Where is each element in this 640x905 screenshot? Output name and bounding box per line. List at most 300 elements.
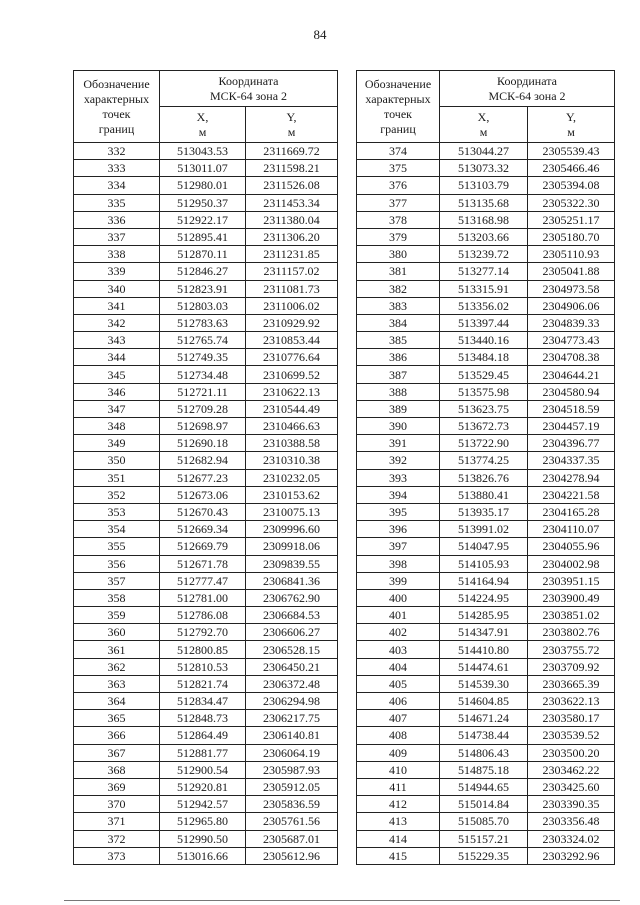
point-number-cell: 364 [74,693,160,710]
table-row [74,486,338,503]
x-coordinate-cell: 513315.91 [440,280,528,297]
y-coordinate-cell: 2310075.13 [246,503,338,520]
y-coordinate-cell: 2306528.15 [246,641,338,658]
table-row [74,435,338,452]
point-number-cell: 338 [74,246,160,263]
x-coordinate-cell: 512900.54 [160,761,246,778]
point-number-cell: 362 [74,658,160,675]
header-line: точек [102,106,131,121]
point-number-cell: 384 [357,314,440,331]
point-number-cell: 378 [357,211,440,228]
point-number-cell: 406 [357,693,440,710]
table-row [74,246,338,263]
x-coordinate-cell: 513991.02 [440,521,528,538]
y-coordinate-cell: 2306064.19 [246,744,338,761]
point-number-cell: 397 [357,538,440,555]
point-number-cell: 342 [74,314,160,331]
point-number-cell: 354 [74,521,160,538]
point-number-cell: 361 [74,641,160,658]
x-coordinate-cell: 515014.84 [440,796,528,813]
y-label: Y, [286,109,297,124]
point-number-cell: 346 [74,383,160,400]
x-coordinate-cell: 513623.75 [440,400,528,417]
point-number-cell: 409 [357,744,440,761]
x-coordinate-cell: 512922.17 [160,211,246,228]
x-coordinate-cell: 513529.45 [440,366,528,383]
point-designation-header [357,71,440,143]
x-coordinate-cell: 512942.57 [160,796,246,813]
y-coordinate-cell: 2309918.06 [246,538,338,555]
x-coordinate-cell: 513016.66 [160,847,246,864]
x-coordinate-cell: 513672.73 [440,418,528,435]
x-coordinate-cell: 513103.79 [440,177,528,194]
point-number-cell: 334 [74,177,160,194]
point-number-cell: 367 [74,744,160,761]
table-row [357,383,615,400]
x-coordinate-cell: 513774.25 [440,452,528,469]
point-number-cell: 343 [74,332,160,349]
table-row [357,744,615,761]
y-coordinate-cell: 2305539.43 [528,143,615,160]
table-row [74,143,338,160]
point-number-cell: 380 [357,246,440,263]
table-row [357,538,615,555]
point-number-cell: 369 [74,778,160,795]
point-number-cell: 347 [74,400,160,417]
table-row [74,555,338,572]
x-coordinate-cell: 512821.74 [160,675,246,692]
table-row [357,297,615,314]
x-coordinate-cell: 514604.85 [440,693,528,710]
y-coordinate-cell: 2310153.62 [246,486,338,503]
point-number-cell: 349 [74,435,160,452]
y-coordinate-cell: 2303580.17 [528,710,615,727]
y-coordinate-cell: 2306140.81 [246,727,338,744]
table-row [74,778,338,795]
y-coordinate-cell: 2304644.21 [528,366,615,383]
x-coordinate-cell: 514806.43 [440,744,528,761]
point-number-cell: 332 [74,143,160,160]
x-coordinate-cell: 512834.47 [160,693,246,710]
x-coordinate-cell: 513440.16 [440,332,528,349]
x-coordinate-cell: 514285.95 [440,607,528,624]
table-row [74,675,338,692]
point-number-cell: 353 [74,503,160,520]
point-number-cell: 407 [357,710,440,727]
y-coordinate-cell: 2305466.46 [528,160,615,177]
point-number-cell: 392 [357,452,440,469]
point-number-cell: 415 [357,847,440,864]
point-number-cell: 410 [357,761,440,778]
x-coordinate-cell: 512734.48 [160,366,246,383]
x-coordinate-cell: 512950.37 [160,194,246,211]
y-coordinate-cell: 2304457.19 [528,418,615,435]
table-row [357,761,615,778]
y-coordinate-cell: 2304906.06 [528,297,615,314]
y-coordinate-cell: 2304110.07 [528,521,615,538]
point-number-cell: 366 [74,727,160,744]
x-coordinate-cell: 514164.94 [440,572,528,589]
y-coordinate-cell: 2303802.76 [528,624,615,641]
x-coordinate-cell: 513880.41 [440,486,528,503]
x-coordinate-cell: 513935.17 [440,503,528,520]
y-coordinate-cell: 2304002.98 [528,555,615,572]
x-coordinate-cell: 512803.03 [160,297,246,314]
table-row [357,228,615,245]
point-number-cell: 348 [74,418,160,435]
x-coordinate-cell: 513239.72 [440,246,528,263]
y-coordinate-cell: 2305251.17 [528,211,615,228]
table-row [74,160,338,177]
page-number: 84 [313,27,327,42]
x-coordinate-cell: 514347.91 [440,624,528,641]
table-row [74,383,338,400]
x-coordinate-cell: 512721.11 [160,383,246,400]
table-row [357,435,615,452]
y-coordinate-cell: 2303324.02 [528,830,615,847]
y-coordinate-cell: 2303462.22 [528,761,615,778]
table-row [74,452,338,469]
y-coordinate-cell: 2303900.49 [528,589,615,606]
point-number-cell: 400 [357,589,440,606]
point-number-cell: 373 [74,847,160,864]
y-coordinate-cell: 2305687.01 [246,830,338,847]
y-coordinate-cell: 2303500.20 [528,744,615,761]
x-coordinate-cell: 512783.63 [160,314,246,331]
x-coordinate-cell: 513011.07 [160,160,246,177]
x-coordinate-cell: 514224.95 [440,589,528,606]
point-number-cell: 371 [74,813,160,830]
y-coordinate-cell: 2309996.60 [246,521,338,538]
y-coordinate-cell: 2310310.38 [246,452,338,469]
table-row [74,349,338,366]
header-line: МСК-64 зона 2 [209,88,288,103]
point-number-cell: 408 [357,727,440,744]
point-number-cell: 403 [357,641,440,658]
point-number-cell: 399 [357,572,440,589]
x-coordinate-cell: 512980.01 [160,177,246,194]
y-coordinate-cell: 2303539.52 [528,727,615,744]
point-number-cell: 352 [74,486,160,503]
table-row [357,349,615,366]
y-coordinate-cell: 2303665.39 [528,675,615,692]
point-number-cell: 398 [357,555,440,572]
y-coordinate-cell: 2304221.58 [528,486,615,503]
header-line: МСК-64 зона 2 [488,88,566,103]
point-number-cell: 368 [74,761,160,778]
x-coordinate-cell: 512781.00 [160,589,246,606]
header-line: Координата [497,73,557,88]
table-row [74,693,338,710]
x-coordinate-cell: 514875.18 [440,761,528,778]
point-number-cell: 372 [74,830,160,847]
table-row [357,263,615,280]
table-row [357,469,615,486]
point-number-cell: 393 [357,469,440,486]
point-number-cell: 395 [357,503,440,520]
point-number-cell: 379 [357,228,440,245]
table-row [74,727,338,744]
point-number-cell: 359 [74,607,160,624]
x-coordinate-cell: 514944.65 [440,778,528,795]
table-row [357,693,615,710]
x-coordinate-cell: 512690.18 [160,435,246,452]
x-coordinate-cell: 514047.95 [440,538,528,555]
x-coordinate-cell: 512698.97 [160,418,246,435]
table-row [74,624,338,641]
table-row [357,727,615,744]
y-coordinate-cell: 2311526.08 [246,177,338,194]
table-row [357,847,615,864]
coordinates-table-right [356,70,615,865]
y-coordinate-cell: 2303755.72 [528,641,615,658]
x-coordinate-cell: 513073.32 [440,160,528,177]
y-coordinate-cell: 2305987.93 [246,761,338,778]
x-coordinate-cell: 515229.35 [440,847,528,864]
x-label: X, [196,109,209,124]
x-coordinate-cell: 514671.24 [440,710,528,727]
y-coordinate-cell: 2303390.35 [528,796,615,813]
x-coordinate-cell: 512671.78 [160,555,246,572]
y-coordinate-cell: 2311598.21 [246,160,338,177]
y-coordinate-cell: 2310232.05 [246,469,338,486]
point-number-cell: 388 [357,383,440,400]
table-row [74,280,338,297]
x-coordinate-cell: 513484.18 [440,349,528,366]
point-number-cell: 405 [357,675,440,692]
y-coordinate-cell: 2305180.70 [528,228,615,245]
y-coordinate-cell: 2311669.72 [246,143,338,160]
x-coordinate-cell: 512848.73 [160,710,246,727]
table-row [74,607,338,624]
table-row [357,521,615,538]
x-coordinate-cell: 515157.21 [440,830,528,847]
y-coordinate-cell: 2304396.77 [528,435,615,452]
table-row [357,675,615,692]
x-column-header [160,107,246,143]
x-coordinate-cell: 513044.27 [440,143,528,160]
y-coordinate-cell: 2304337.35 [528,452,615,469]
y-coordinate-cell: 2310622.13 [246,383,338,400]
coordinate-header [160,71,338,107]
table-row [357,211,615,228]
y-coordinate-cell: 2303951.15 [528,572,615,589]
point-number-cell: 404 [357,658,440,675]
x-coordinate-cell: 513356.02 [440,297,528,314]
point-number-cell: 389 [357,400,440,417]
y-coordinate-cell: 2304708.38 [528,349,615,366]
x-coordinate-cell: 512965.80 [160,813,246,830]
point-number-cell: 363 [74,675,160,692]
y-coordinate-cell: 2305394.08 [528,177,615,194]
point-number-cell: 370 [74,796,160,813]
table-row [357,572,615,589]
y-coordinate-cell: 2304165.28 [528,503,615,520]
y-coordinate-cell: 2309839.55 [246,555,338,572]
unit-label: м [287,124,296,139]
y-coordinate-cell: 2303292.96 [528,847,615,864]
point-number-cell: 375 [357,160,440,177]
x-column-header [440,107,528,143]
y-coordinate-cell: 2305836.59 [246,796,338,813]
point-number-cell: 396 [357,521,440,538]
table-row [74,847,338,864]
point-number-cell: 387 [357,366,440,383]
table-row [357,589,615,606]
y-coordinate-cell: 2305761.56 [246,813,338,830]
table-row [357,143,615,160]
y-coordinate-cell: 2311081.73 [246,280,338,297]
header-line: Обозначение [83,76,150,91]
y-coordinate-cell: 2306841.36 [246,572,338,589]
point-number-cell: 357 [74,572,160,589]
y-coordinate-cell: 2306450.21 [246,658,338,675]
y-coordinate-cell: 2303622.13 [528,693,615,710]
y-coordinate-cell: 2310776.64 [246,349,338,366]
y-coordinate-cell: 2311380.04 [246,211,338,228]
unit-label: м [567,124,575,139]
table-row [74,796,338,813]
table-row [357,658,615,675]
header-line: точек [384,106,412,121]
y-coordinate-cell: 2304580.94 [528,383,615,400]
table-row [357,194,615,211]
table-row [357,160,615,177]
table-row [357,503,615,520]
point-number-cell: 374 [357,143,440,160]
point-number-cell: 335 [74,194,160,211]
table-row [357,607,615,624]
x-coordinate-cell: 512673.06 [160,486,246,503]
point-number-cell: 358 [74,589,160,606]
x-coordinate-cell: 513277.14 [440,263,528,280]
y-coordinate-cell: 2311306.20 [246,228,338,245]
y-coordinate-cell: 2310929.92 [246,314,338,331]
y-coordinate-cell: 2303709.92 [528,658,615,675]
table-row [74,572,338,589]
x-coordinate-cell: 514474.61 [440,658,528,675]
x-coordinate-cell: 512920.81 [160,778,246,795]
point-number-cell: 340 [74,280,160,297]
point-number-cell: 390 [357,418,440,435]
point-number-cell: 414 [357,830,440,847]
x-coordinate-cell: 513722.90 [440,435,528,452]
y-coordinate-cell: 2305110.93 [528,246,615,263]
table-row [357,710,615,727]
x-coordinate-cell: 512990.50 [160,830,246,847]
y-coordinate-cell: 2311006.02 [246,297,338,314]
y-coordinate-cell: 2304055.96 [528,538,615,555]
y-coordinate-cell: 2304773.43 [528,332,615,349]
x-coordinate-cell: 512846.27 [160,263,246,280]
table-row [74,314,338,331]
x-coordinate-cell: 513826.76 [440,469,528,486]
x-coordinate-cell: 512786.08 [160,607,246,624]
x-coordinate-cell: 514105.93 [440,555,528,572]
point-number-cell: 402 [357,624,440,641]
point-number-cell: 351 [74,469,160,486]
table-row [74,366,338,383]
x-coordinate-cell: 512800.85 [160,641,246,658]
x-coordinate-cell: 514738.44 [440,727,528,744]
x-coordinate-cell: 513203.66 [440,228,528,245]
coordinates-table-left [73,70,338,865]
table-row [357,830,615,847]
table-row [74,297,338,314]
point-number-cell: 412 [357,796,440,813]
y-coordinate-cell: 2310853.44 [246,332,338,349]
x-coordinate-cell: 512777.47 [160,572,246,589]
y-coordinate-cell: 2304839.33 [528,314,615,331]
x-coordinate-cell: 512864.49 [160,727,246,744]
point-number-cell: 345 [74,366,160,383]
coordinate-header [440,71,615,107]
header-line: Обозначение [364,76,432,91]
y-label: Y, [565,109,577,124]
y-coordinate-cell: 2305912.05 [246,778,338,795]
x-coordinate-cell: 513397.44 [440,314,528,331]
x-coordinate-cell: 512677.23 [160,469,246,486]
x-coordinate-cell: 514539.30 [440,675,528,692]
y-coordinate-cell: 2311157.02 [246,263,338,280]
x-coordinate-cell: 512895.41 [160,228,246,245]
table-row [357,796,615,813]
point-number-cell: 383 [357,297,440,314]
point-number-cell: 413 [357,813,440,830]
y-coordinate-cell: 2305612.96 [246,847,338,864]
table-row [74,228,338,245]
table-row [74,332,338,349]
table-row [74,263,338,280]
y-column-header [246,107,338,143]
table-row [357,486,615,503]
point-number-cell: 350 [74,452,160,469]
y-coordinate-cell: 2306684.53 [246,607,338,624]
table-row [357,555,615,572]
x-coordinate-cell: 512765.74 [160,332,246,349]
y-coordinate-cell: 2305322.30 [528,194,615,211]
point-number-cell: 339 [74,263,160,280]
point-number-cell: 401 [357,607,440,624]
point-number-cell: 381 [357,263,440,280]
x-coordinate-cell: 512870.11 [160,246,246,263]
table-row [357,177,615,194]
table-row [74,469,338,486]
table-row [74,177,338,194]
x-coordinate-cell: 512709.28 [160,400,246,417]
y-coordinate-cell: 2310544.49 [246,400,338,417]
table-row [74,641,338,658]
x-coordinate-cell: 512792.70 [160,624,246,641]
x-coordinate-cell: 512810.53 [160,658,246,675]
page-bottom-edge [64,900,620,901]
x-coordinate-cell: 512682.94 [160,452,246,469]
unit-label: м [198,124,207,139]
y-coordinate-cell: 2303425.60 [528,778,615,795]
point-number-cell: 411 [357,778,440,795]
table-row [74,744,338,761]
header-line: характерных [83,91,150,106]
table-row [357,366,615,383]
table-row [74,521,338,538]
table-row [74,538,338,555]
point-number-cell: 391 [357,435,440,452]
unit-label: м [479,124,488,139]
y-coordinate-cell: 2303851.02 [528,607,615,624]
y-column-header [528,107,615,143]
x-coordinate-cell: 514410.80 [440,641,528,658]
point-number-cell: 344 [74,349,160,366]
